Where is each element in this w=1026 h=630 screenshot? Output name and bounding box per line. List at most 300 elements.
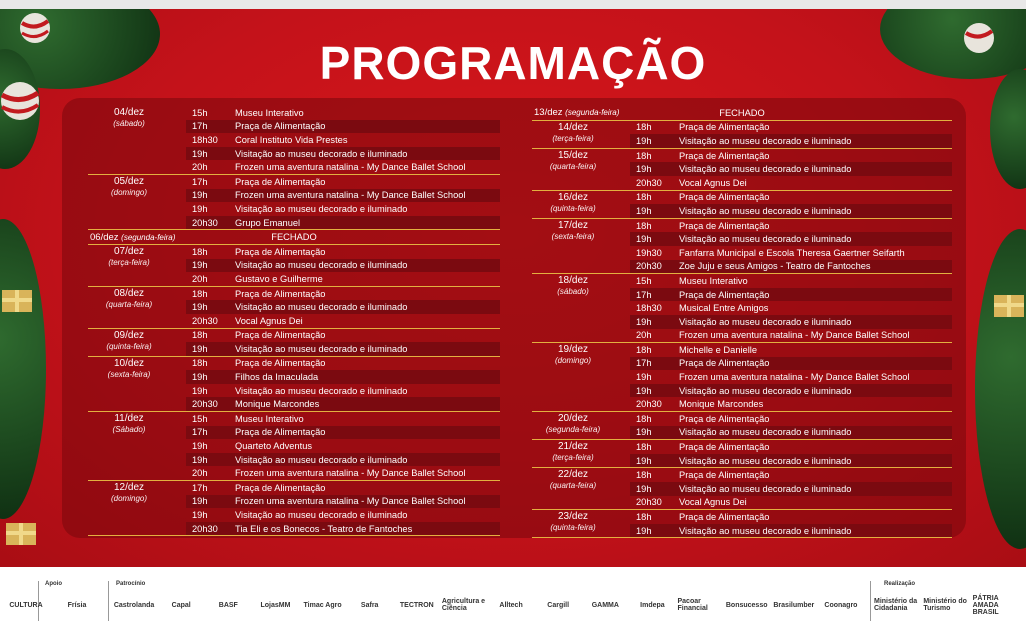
event-time: 19h: [192, 441, 208, 452]
event-time: 18h: [636, 413, 652, 424]
event-time: 20h30: [636, 497, 662, 508]
event-time: 15h: [192, 413, 208, 424]
event-time: 18h: [192, 358, 208, 369]
event-row: [186, 287, 500, 301]
day-weekday: (segunda-feira): [545, 425, 601, 435]
sponsor-logo: Imdepa: [640, 601, 665, 609]
event-name: Visitação ao museu decorado e iluminado: [235, 203, 408, 214]
sponsor-logo: Safra: [360, 601, 379, 609]
event-time: 18h: [636, 512, 652, 523]
event-time: 19h: [636, 427, 652, 438]
day-block: [88, 329, 500, 357]
event-name: Museu Interativo: [235, 107, 304, 118]
day-label: [532, 511, 614, 533]
event-name: Visitação ao museu decorado e iluminado: [679, 483, 852, 494]
event-time: 20h30: [636, 177, 662, 188]
footer-divider: [870, 581, 871, 621]
event-time: 20h30: [192, 217, 218, 228]
sponsor-logo: Timac Agro: [303, 601, 342, 609]
event-row: [186, 412, 500, 426]
event-name: Visitação ao museu decorado e iluminado: [679, 385, 852, 396]
day-date: 06/dez (segunda-feira): [90, 231, 176, 243]
day-block: [532, 219, 952, 274]
event-row: [630, 329, 952, 343]
day-block: [88, 481, 500, 536]
event-row: [630, 454, 952, 468]
event-time: 15h: [636, 275, 652, 286]
event-row: [630, 134, 952, 148]
day-date: 20/dez: [557, 413, 589, 425]
footer-divider: [108, 581, 109, 621]
event-time: 17h: [192, 482, 208, 493]
day-date: 13/dez (segunda-feira): [534, 107, 620, 119]
sponsor-logo: CULTURA: [9, 601, 43, 609]
day-block: [532, 510, 952, 538]
event-row: [630, 343, 952, 357]
sponsor-logo: Frísia: [67, 601, 87, 609]
sponsor-logo: TECTRON: [399, 601, 434, 609]
sponsor-logo: Capal: [171, 601, 191, 609]
event-time: 17h: [636, 289, 652, 300]
event-row: [186, 357, 500, 371]
event-name: Grupo Emanuel: [235, 217, 301, 228]
event-row: [630, 191, 952, 205]
day-date: 10/dez: [113, 357, 145, 369]
closed-label: FECHADO: [719, 107, 765, 118]
sponsor-logo: Castrolanda: [113, 601, 155, 609]
day-weekday: (Sábado): [112, 425, 146, 435]
day-date: 08/dez: [113, 287, 145, 299]
event-name: Visitação ao museu decorado e iluminado: [235, 385, 408, 396]
day-label: [88, 413, 170, 435]
day-weekday: (quarta-feira): [549, 481, 597, 491]
event-name: Visitação ao museu decorado e iluminado: [235, 510, 408, 521]
event-name: Michelle e Danielle: [679, 344, 758, 355]
event-time: 19h: [636, 205, 652, 216]
patrocinio-label: Patrocínio: [116, 581, 146, 587]
event-row: [186, 189, 500, 203]
event-time: 19h: [636, 483, 652, 494]
event-row: [186, 300, 500, 314]
day-label: [532, 192, 614, 214]
event-name: Musical Entre Amigos: [679, 303, 769, 314]
event-time: 18h: [636, 192, 652, 203]
event-row: [186, 259, 500, 273]
day-weekday: (quinta-feira): [550, 523, 596, 533]
day-label: [88, 107, 170, 129]
event-row: [186, 133, 500, 147]
event-list: [186, 106, 500, 174]
event-name: Monique Marcondes: [679, 399, 764, 410]
event-name: Praça de Alimentação: [235, 330, 326, 341]
day-weekday: (segunda-feira): [565, 108, 620, 118]
event-name: Visitação ao museu decorado e iluminado: [679, 135, 852, 146]
day-weekday: (sábado): [557, 287, 589, 297]
day-date: 07/dez: [113, 245, 145, 257]
closed-day-row: [532, 106, 952, 121]
sponsor-logo: Alltech: [499, 601, 523, 609]
event-time: 19h: [636, 372, 652, 383]
day-weekday: (terça-feira): [552, 133, 594, 143]
day-date: 18/dez: [557, 275, 589, 287]
event-time: 19h: [636, 135, 652, 146]
event-row: [630, 370, 952, 384]
sponsor-logo: PÁTRIA AMADA BRASIL: [972, 594, 999, 616]
day-date: 23/dez: [557, 511, 589, 523]
apoio-label: Apoio: [45, 581, 62, 587]
event-row: [186, 202, 500, 216]
closed-label: FECHADO: [271, 232, 317, 243]
day-block: [532, 343, 952, 412]
day-weekday: (quarta-feira): [549, 161, 597, 171]
day-block: [532, 191, 952, 219]
event-list: [186, 175, 500, 229]
gift-box-icon: [992, 289, 1026, 319]
day-block: [532, 412, 952, 440]
day-label: [88, 176, 170, 198]
event-list: [630, 219, 952, 273]
event-time: 17h: [192, 121, 208, 132]
event-time: 19h: [636, 234, 652, 245]
event-list: [186, 357, 500, 411]
day-weekday: (terça-feira): [108, 257, 150, 267]
day-block: [532, 440, 952, 468]
event-row: [186, 453, 500, 467]
event-row: [630, 315, 952, 329]
event-list: [630, 468, 952, 509]
event-time: 19h: [192, 260, 208, 271]
event-row: [630, 524, 952, 538]
event-row: [630, 162, 952, 176]
day-date: 21/dez: [557, 441, 589, 453]
event-name: Visitação ao museu decorado e iluminado: [679, 316, 852, 327]
event-list: [630, 149, 952, 190]
event-row: [186, 342, 500, 356]
event-time: 19h: [192, 385, 208, 396]
day-weekday: (sábado): [113, 119, 145, 128]
event-time: 20h: [192, 273, 208, 284]
event-row: [630, 204, 952, 218]
day-label: [532, 275, 614, 297]
day-date: 14/dez: [557, 121, 589, 133]
event-name: Tia Eli e os Bonecos - Teatro de Fantoches: [235, 523, 413, 534]
event-row: [630, 246, 952, 260]
event-name: Praça de Alimentação: [679, 442, 770, 453]
sponsor-logo: Cargill: [547, 601, 570, 609]
day-label: [532, 344, 614, 366]
event-time: 19h: [192, 148, 208, 159]
event-name: Museu Interativo: [679, 275, 748, 286]
event-name: Fanfarra Municipal e Escola Theresa Gaertner Seifarth: [679, 247, 905, 258]
realizacao-label: Realização: [884, 581, 916, 587]
event-row: [186, 160, 500, 174]
event-time: 19h: [192, 190, 208, 201]
event-row: [186, 147, 500, 161]
event-time: 18h: [636, 220, 652, 231]
day-label: [88, 246, 170, 268]
event-row: [630, 426, 952, 440]
event-row: [630, 482, 952, 496]
event-list: [630, 343, 952, 411]
day-label: [88, 482, 170, 504]
event-list: [630, 440, 952, 467]
event-time: 15h: [192, 107, 208, 118]
event-list: [186, 412, 500, 480]
event-time: 18h: [636, 122, 652, 133]
event-time: 19h: [636, 455, 652, 466]
event-name: Visitação ao museu decorado e iluminado: [679, 525, 852, 536]
day-weekday: (quarta-feira): [105, 299, 153, 309]
event-row: [630, 260, 952, 274]
event-list: [186, 329, 500, 356]
event-list: [186, 245, 500, 286]
day-date: 22/dez: [557, 469, 589, 481]
event-name: Praça de Alimentação: [679, 150, 770, 161]
event-list: [630, 510, 952, 537]
event-name: Visitação ao museu decorado e iluminado: [679, 205, 852, 216]
event-name: Praça de Alimentação: [235, 288, 326, 299]
event-name: Praça de Alimentação: [679, 470, 770, 481]
event-list: [186, 287, 500, 328]
event-name: Visitação ao museu decorado e iluminado: [679, 455, 852, 466]
day-block: [88, 357, 500, 412]
event-name: Filhos da Imaculada: [235, 372, 319, 383]
event-time: 19h: [192, 496, 208, 507]
event-row: [630, 412, 952, 426]
day-block: [532, 468, 952, 510]
event-row: [186, 384, 500, 398]
event-time: 20h30: [636, 261, 662, 272]
event-row: [186, 370, 500, 384]
day-weekday: (segunda-feira): [121, 232, 176, 242]
event-name: Zoe Juju e seus Amigos - Teatro de Fantoches: [679, 261, 871, 272]
event-name: Coral Instituto Vida Prestes: [235, 134, 348, 145]
day-label: [88, 288, 170, 310]
day-label: [532, 150, 614, 172]
event-time: 20h: [636, 330, 652, 341]
event-name: Visitação ao museu decorado e iluminado: [235, 260, 408, 271]
event-time: 20h30: [192, 315, 218, 326]
wreath-decoration: [0, 219, 46, 519]
event-name: Praça de Alimentação: [679, 358, 770, 369]
sponsor-logo: BASF: [218, 601, 238, 609]
day-block: [88, 245, 500, 287]
event-row: [186, 508, 500, 522]
event-row: [186, 397, 500, 411]
event-name: Praça de Alimentação: [679, 220, 770, 231]
event-row: [186, 314, 500, 328]
event-name: Frozen uma aventura natalina - My Dance Ballet School: [235, 496, 466, 507]
top-bar: [0, 0, 1026, 9]
event-row: [630, 510, 952, 524]
sponsor-logo: Brasilumber: [773, 601, 815, 609]
event-name: Quarteto Adventus: [235, 441, 313, 452]
event-name: Praça de Alimentação: [679, 192, 770, 203]
event-row: [630, 121, 952, 135]
event-row: [630, 288, 952, 302]
event-time: 18h: [192, 288, 208, 299]
event-name: Praça de Alimentação: [679, 289, 770, 300]
event-time: 18h: [192, 330, 208, 341]
event-time: 20h30: [192, 523, 218, 534]
event-time: 18h: [636, 470, 652, 481]
event-name: Praça de Alimentação: [679, 512, 770, 523]
sponsor-logo: GAMMA: [591, 601, 619, 609]
event-time: 19h: [636, 316, 652, 327]
day-block: [88, 106, 500, 175]
day-block: [88, 287, 500, 329]
day-label: [532, 469, 614, 491]
day-date: 16/dez: [557, 191, 589, 203]
sponsor-logo: Ministério da Cidadania: [874, 598, 918, 612]
day-date: 15/dez: [557, 149, 589, 161]
event-time: 19h30: [636, 247, 662, 258]
sponsor-logo: Agricultura e Ciência: [441, 598, 486, 612]
event-time: 20h: [192, 162, 208, 173]
event-row: [630, 232, 952, 246]
event-name: Monique Marcondes: [235, 399, 320, 410]
day-block: [88, 412, 500, 481]
event-list: [186, 481, 500, 535]
event-name: Praça de Alimentação: [235, 358, 326, 369]
sponsor-logo: Coonagro: [824, 601, 858, 609]
event-name: Visitação ao museu decorado e iluminado: [679, 427, 852, 438]
day-label: [88, 358, 170, 380]
event-row: [630, 397, 952, 411]
event-time: 19h: [192, 343, 208, 354]
day-date: 17/dez: [557, 219, 589, 231]
event-row: [186, 495, 500, 509]
schedule-column-right: [532, 106, 952, 538]
event-time: 19h: [192, 302, 208, 313]
event-time: 17h: [192, 427, 208, 438]
sponsor-logo: Bonsucesso: [725, 601, 768, 609]
event-time: 18h: [636, 150, 652, 161]
event-row: [630, 301, 952, 315]
event-name: Museu Interativo: [235, 413, 304, 424]
event-row: [630, 176, 952, 190]
event-name: Frozen uma aventura natalina - My Dance Ballet School: [235, 190, 466, 201]
day-weekday: (sexta-feira): [107, 369, 151, 379]
day-weekday: (quinta-feira): [106, 341, 152, 351]
event-row: [630, 468, 952, 482]
event-name: Frozen uma aventura natalina - My Dance Ballet School: [235, 468, 466, 479]
event-name: Frozen uma aventura natalina - My Dance Ballet School: [235, 162, 466, 173]
event-name: Frozen uma aventura natalina - My Dance Ballet School: [679, 330, 910, 341]
day-block: [532, 121, 952, 149]
day-date: 19/dez: [557, 344, 589, 356]
sponsor-logo: Ministério do Turismo: [923, 598, 967, 612]
sponsor-logo: Pacoar Financial: [677, 598, 708, 612]
gift-box-icon: [4, 517, 38, 547]
sponsor-logo: LojasMM: [260, 601, 291, 609]
day-date: 09/dez: [113, 329, 145, 341]
event-time: 17h: [636, 358, 652, 369]
event-name: Gustavo e Guilherme: [235, 273, 323, 284]
event-row: [630, 496, 952, 510]
day-weekday: (domingo): [554, 356, 591, 366]
event-time: 19h: [636, 164, 652, 175]
event-row: [630, 274, 952, 288]
event-time: 18h: [636, 344, 652, 355]
event-row: [630, 440, 952, 454]
day-weekday: (terça-feira): [552, 453, 594, 463]
event-name: Visitação ao museu decorado e iluminado: [679, 164, 852, 175]
day-date: 05/dez: [113, 175, 145, 187]
event-row: [186, 216, 500, 230]
day-label: [88, 330, 170, 352]
closed-day-row: [88, 230, 500, 245]
event-name: Praça de Alimentação: [679, 122, 770, 133]
event-time: 19h: [192, 510, 208, 521]
event-time: 18h: [636, 442, 652, 453]
event-row: [186, 245, 500, 259]
day-date: 12/dez: [113, 482, 145, 494]
event-time: 20h30: [636, 399, 662, 410]
event-time: 19h: [636, 385, 652, 396]
event-time: 18h30: [636, 303, 662, 314]
event-list: [630, 274, 952, 342]
day-label: [532, 441, 614, 463]
event-time: 18h30: [192, 134, 218, 145]
event-time: 19h: [636, 525, 652, 536]
event-row: [186, 106, 500, 120]
event-time: 19h: [192, 203, 208, 214]
event-name: Visitação ao museu decorado e iluminado: [235, 148, 408, 159]
event-name: Vocal Agnus Dei: [679, 177, 747, 188]
event-time: 19h: [192, 372, 208, 383]
event-row: [186, 522, 500, 536]
event-name: Praça de Alimentação: [235, 246, 326, 257]
day-weekday: (quinta-feira): [550, 203, 596, 213]
day-weekday: (domingo): [110, 187, 147, 197]
event-row: [186, 481, 500, 495]
schedule-column-left: [88, 106, 500, 536]
event-list: [630, 191, 952, 218]
event-row: [630, 357, 952, 371]
event-name: Visitação ao museu decorado e iluminado: [679, 234, 852, 245]
event-name: Visitação ao museu decorado e iluminado: [235, 454, 408, 465]
sponsor-footer: [0, 567, 1026, 630]
event-row: [630, 219, 952, 233]
event-list: [630, 412, 952, 439]
event-name: Frozen uma aventura natalina - My Dance Ballet School: [679, 372, 910, 383]
event-list: [630, 121, 952, 148]
event-time: 20h30: [192, 399, 218, 410]
event-name: Vocal Agnus Dei: [235, 315, 303, 326]
event-name: Visitação ao museu decorado e iluminado: [235, 302, 408, 313]
event-row: [186, 120, 500, 134]
day-date: 04/dez: [113, 107, 145, 118]
page-title: PROGRAMAÇÃO: [319, 37, 707, 89]
event-name: Praça de Alimentação: [235, 176, 326, 187]
event-time: 17h: [192, 176, 208, 187]
day-label: [532, 413, 614, 435]
day-label: [532, 220, 614, 242]
event-name: Praça de Alimentação: [235, 482, 326, 493]
event-name: Vocal Agnus Dei: [679, 497, 747, 508]
day-block: [532, 274, 952, 343]
event-row: [186, 466, 500, 480]
event-row: [186, 329, 500, 343]
event-row: [630, 149, 952, 163]
event-name: Praça de Alimentação: [679, 413, 770, 424]
day-date: 11/dez: [114, 413, 144, 425]
event-time: 18h: [192, 246, 208, 257]
event-row: [186, 426, 500, 440]
day-label: [532, 122, 614, 144]
event-row: [186, 175, 500, 189]
